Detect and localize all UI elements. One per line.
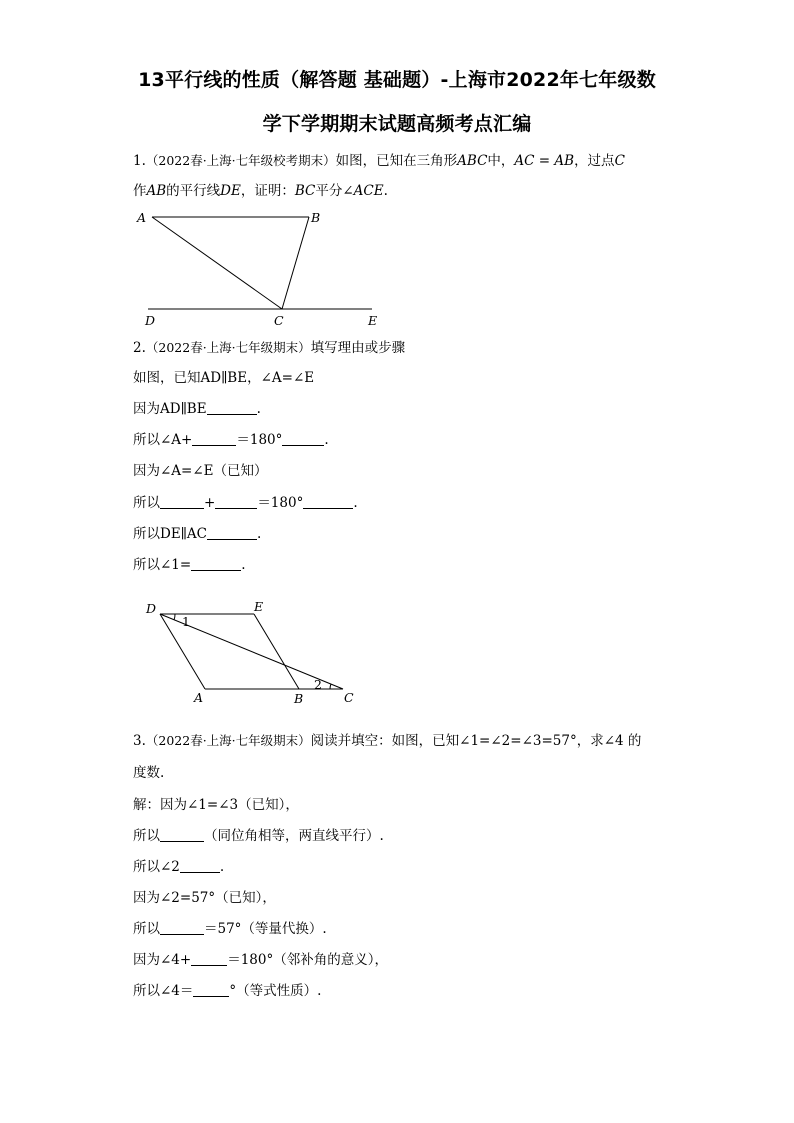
q2-label-angle2: 2 [314, 677, 322, 692]
q1-line2-d: 平分 [315, 183, 343, 199]
q2-step4-period: . [353, 495, 358, 511]
q3-line8 [133, 950, 388, 970]
q3-line7 [133, 919, 327, 939]
q1-label-d: D [145, 313, 156, 328]
q1-line2-e: . [383, 183, 388, 199]
q3-blank-4[interactable] [191, 951, 227, 966]
q2-step2-eq: ＝180° [236, 432, 283, 448]
q1-number: 1. [133, 153, 146, 169]
q1-ace: ∠ACE [342, 183, 384, 199]
q2-step4-plus: + [204, 495, 216, 511]
q1-text-c: ，过点 [574, 153, 615, 169]
q3-line9-a: 所以∠4＝ [133, 983, 194, 999]
q2-source: （2022春·上海·七年级期末） [145, 340, 311, 355]
q2-label-angle1: 1 [182, 614, 190, 629]
q1-source: （2022春·上海·七年级校考期末） [145, 153, 336, 168]
q3-line9-b: °（等式性质）. [229, 983, 322, 999]
q2-label-a: A [194, 690, 204, 705]
q2-step2-period: . [324, 432, 329, 448]
q2-heading: 填写理由或步骤 [310, 340, 406, 356]
q3-line7-a: 所以 [133, 921, 160, 937]
q2-label-c: C [344, 690, 354, 705]
q2-step1-text: 因为AD∥BE [133, 401, 207, 417]
q1-label-c: C [274, 313, 284, 328]
q2-step6-period: . [241, 557, 246, 573]
q2-step5-text: 所以DE∥AC [133, 526, 207, 542]
q1-ab: AB [146, 183, 167, 199]
q1-equation: AC = AB [514, 153, 575, 169]
q3-line5-b: . [219, 859, 225, 875]
q1-line2-c: ，证明： [240, 183, 295, 199]
q3-blank-1[interactable] [160, 827, 204, 842]
q2-step1-period: . [256, 401, 261, 417]
q2-step4-eq: ＝180° [257, 495, 304, 511]
q3-line4-a: 所以 [133, 828, 160, 844]
q2-label-b: B [294, 691, 304, 706]
q3-line3: 解：因为∠1=∠3（已知）， [133, 797, 299, 813]
q2-step4-text: 所以 [133, 495, 160, 511]
q2-label-e: E [254, 599, 264, 614]
q3-source: （2022春·上海·七年级期末） [145, 733, 311, 748]
q2-step2-text: 所以∠A+ [133, 432, 193, 448]
q3-line5-a: 所以∠2 [133, 859, 180, 875]
q3-line7-b: ＝57°（等量代换）. [204, 921, 327, 937]
q1-bc: BC [294, 183, 316, 199]
q3-line8-b: ＝180°（邻补角的意义）， [227, 952, 388, 968]
q2-segment-eb [254, 614, 299, 689]
q3-line2: 度数. [133, 765, 165, 781]
q1-point-c: C [614, 153, 625, 169]
q3-line5 [133, 857, 224, 877]
q1-line2-b: 的平行线 [166, 183, 221, 199]
q1-label-e: E [368, 313, 378, 328]
q3-line8-a: 因为∠4+ [133, 952, 192, 968]
q3-number: 3. [133, 733, 146, 749]
document-title-line1: 13平行线的性质（解答题 基础题）-上海市2022年七年级数 [138, 69, 656, 91]
q1-label-b: B [311, 210, 321, 225]
q2-step5-period: . [257, 526, 262, 542]
q2-given: 如图，已知AD∥BE，∠A=∠E [133, 370, 315, 386]
document-title-line2: 学下学期期末试题高频考点汇编 [262, 113, 532, 135]
q2-number: 2. [133, 340, 146, 356]
q1-abc: ABC [457, 153, 488, 169]
q3-line4-b: （同位角相等，两直线平行）. [204, 828, 384, 844]
q2-step6-text: 所以∠1= [133, 557, 192, 573]
q2-step3: 因为∠A=∠E（已知） [133, 463, 268, 479]
q1-label-a: A [137, 210, 147, 225]
q1-text-b: 中， [487, 153, 515, 169]
q3-line4 [133, 826, 384, 846]
q2-angle2-arc [330, 684, 331, 689]
q3-line6: 因为∠2=57°（已知）， [133, 890, 276, 906]
q1-de: DE [220, 183, 241, 199]
q3-line9 [133, 981, 321, 1001]
q2-label-d: D [146, 601, 157, 616]
q3-blank-3[interactable] [160, 920, 204, 935]
q1-line2-a: 作 [133, 183, 147, 199]
q3-blank-2[interactable] [180, 858, 220, 873]
q3-line1 [133, 731, 641, 751]
q3-line1-rest: 阅读并填空：如图，已知∠1=∠2=∠3=57°，求∠4 的 [310, 733, 642, 749]
q3-blank-5[interactable] [193, 982, 229, 997]
q1-text-a: 如图，已知在三角形 [335, 153, 458, 169]
q2-angle1-arc [174, 614, 175, 620]
